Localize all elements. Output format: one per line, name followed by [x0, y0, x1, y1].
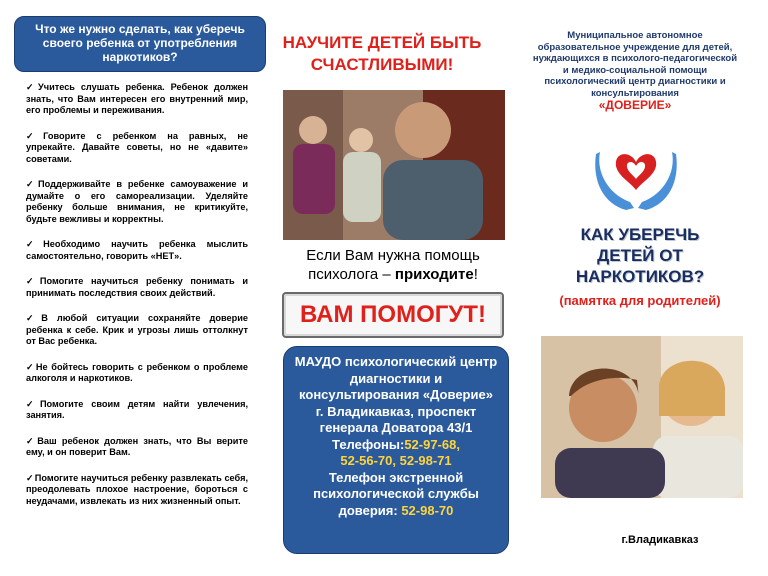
list-item: ✓Учитесь слушать ребенка. Ребенок должен знать, что Вам интересен его внутренний мир, его проблемы и переживания.	[26, 82, 248, 115]
list-item: ✓Ваш ребенок должен знать, что Вы верите ему, и он поверит Вам.	[26, 435, 249, 457]
checkmark-icon: ✓	[26, 239, 43, 249]
left-header: Что же нужно сделать, как уберечь своего ребенка от употребления наркотиков?	[14, 16, 266, 72]
page-title: НАУЧИТЕ ДЕТЕЙ БЫТЬ СЧАСТЛИВЫМИ!	[282, 33, 482, 74]
checkmark-icon: ✓	[26, 130, 43, 141]
parent-child-photo	[541, 336, 743, 498]
org-phones-2: 52-56-70, 52-98-71	[340, 453, 452, 468]
checkmark-icon: ✓	[26, 276, 39, 286]
help-text: Если Вам нужна помощь психолога – приходите!	[306, 247, 480, 283]
teens-photo-illustration	[283, 90, 505, 240]
list-item: ✓Необходимо научить ребенка мыслить самостоятельно, говорить «НЕТ».	[26, 239, 248, 261]
contact-box	[283, 346, 509, 554]
teens-photo	[283, 90, 505, 240]
help-banner: ВАМ ПОМОГУТ!	[282, 292, 504, 338]
list-item: ✓Помогите научиться ребенку развлекать себя, преодолевать плохое настроение, бороться с неудачами, извлекать из них жизненный опыт.	[26, 472, 249, 506]
tips-list	[26, 82, 248, 521]
institution-info: Муниципальное автономное образовательное учреждение для детей, нуждающихся в психолого-педагогической и медико-социальной помощи психологический центр диагностики и консультирования «ДОВЕРИЕ»	[532, 30, 738, 112]
list-item: ✓Не бойтесь говорить с ребенком о проблеме алкоголя и наркотиков.	[26, 361, 249, 383]
list-item: ✓В любой ситуации сохраняйте доверие ребенка к себе. Крик и угрозы лишь оттолкнут от Вас ребенка.	[26, 313, 249, 346]
org-name: МАУДО психологический центр диагностики и консультирования «Доверие»	[294, 354, 498, 402]
org-phones: Телефоны:52-97-68,	[332, 436, 460, 452]
list-item: ✓Помогите своим детям найти увлечения, занятия.	[26, 398, 249, 420]
institution-name: «ДОВЕРИЕ»	[598, 98, 672, 112]
checkmark-icon: ✓	[26, 472, 34, 483]
hands-heart-logo-icon	[590, 132, 682, 212]
list-item: ✓Поддерживайте в ребенке самоуважение и думайте о его самореализации. Уделяйте ребенку больше внимания, не критикуйте, будьте вежливы и корректны.	[26, 179, 248, 224]
checkmark-icon: ✓	[26, 179, 38, 189]
city-label: г.Владикавказ	[621, 534, 699, 546]
list-item: ✓Говорите с ребенком на равных, не упрекайте. Давайте советы, но не «давите» советами.	[26, 130, 249, 164]
checkmark-icon: ✓	[26, 82, 38, 92]
checkmark-icon: ✓	[26, 398, 39, 409]
checkmark-icon: ✓	[26, 361, 35, 372]
subtitle: (памятка для родителей)	[559, 293, 721, 308]
checkmark-icon: ✓	[26, 313, 41, 323]
parent-child-illustration	[541, 336, 743, 498]
org-hotline: Телефон экстренной психологической службы доверия: 52-98-70	[313, 469, 479, 518]
checkmark-icon: ✓	[26, 435, 37, 446]
org-address: г. Владикавказ, проспект генерала Доватора 43/1	[315, 403, 477, 435]
list-item: ✓Помогите научиться ребенку понимать и принимать последствия своих действий.	[26, 276, 248, 298]
main-title: КАК УБЕРЕЧЬ ДЕТЕЙ ОТ НАРКОТИКОВ?	[575, 225, 705, 286]
